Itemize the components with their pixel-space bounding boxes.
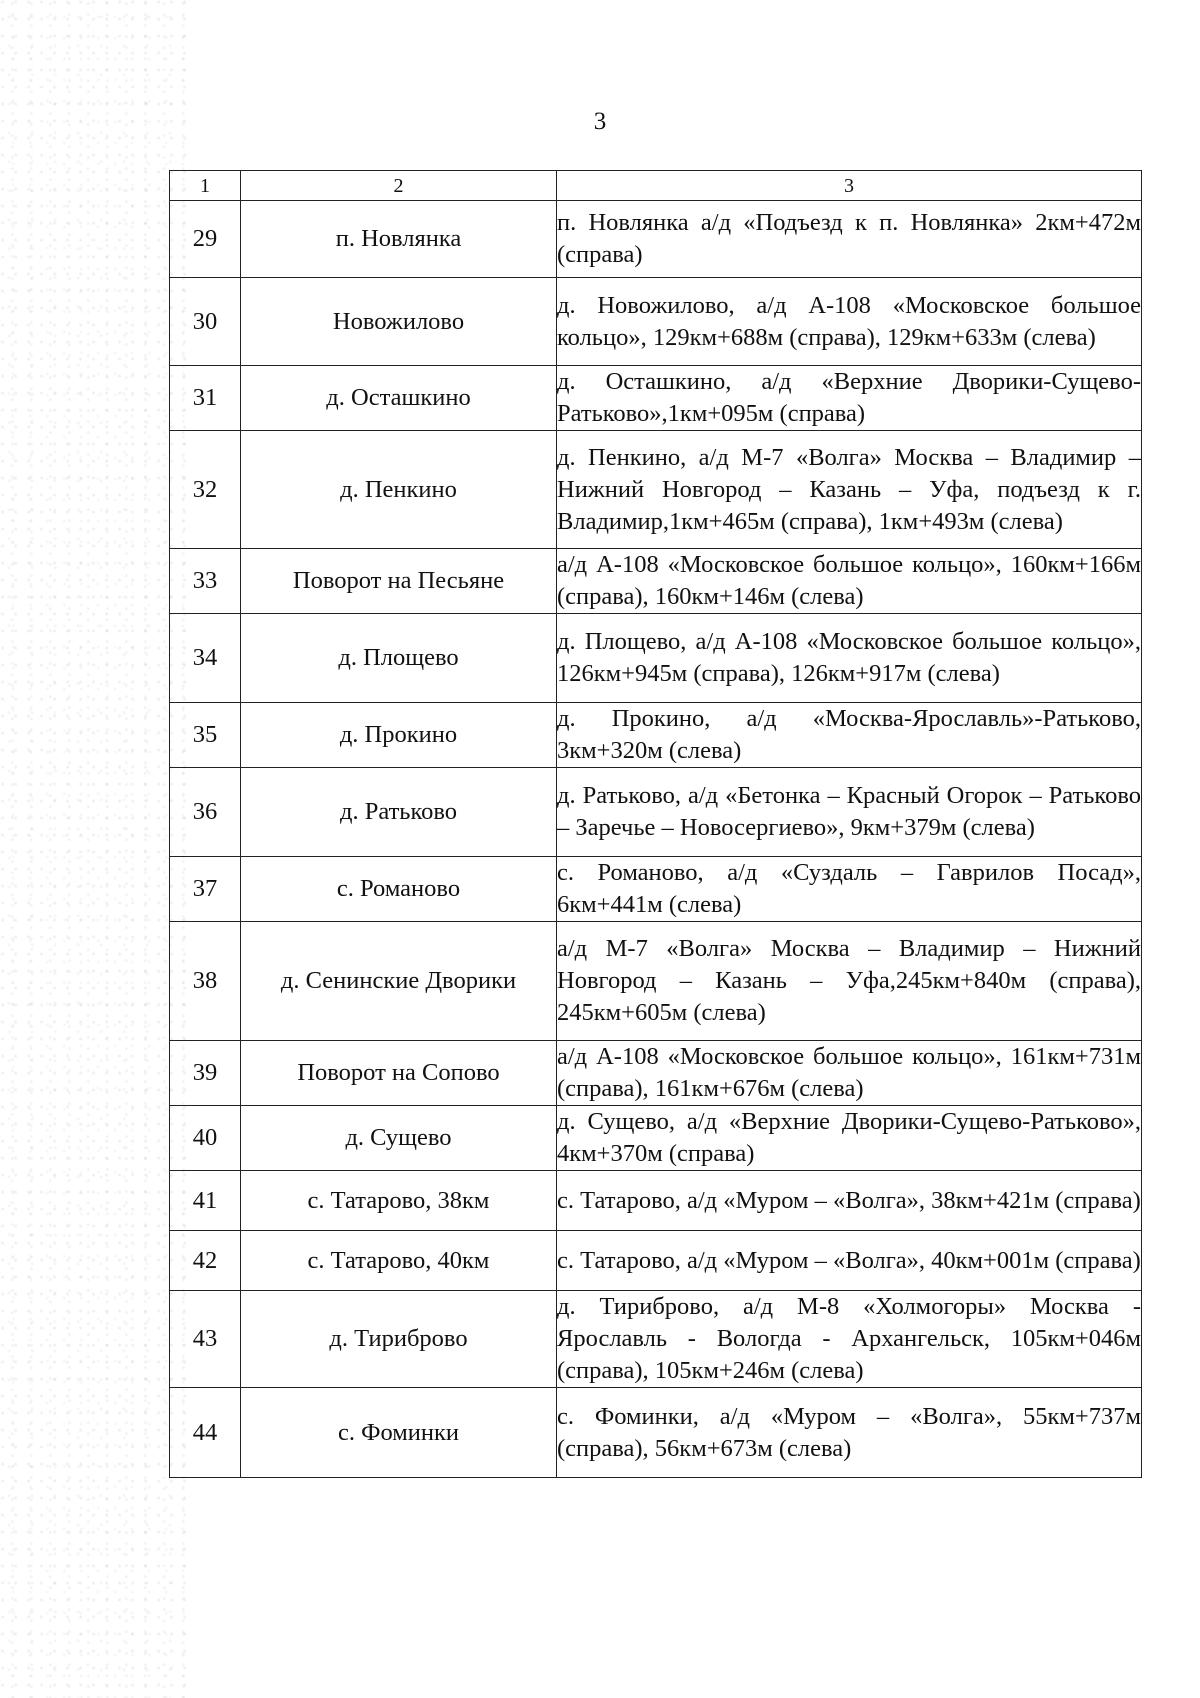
row-name: п. Новлянка xyxy=(241,201,557,278)
table-row xyxy=(170,1291,1142,1388)
row-number: 32 xyxy=(170,431,241,549)
row-description: а/д А-108 «Московское большое кольцо», 160км+166м (справа), 160км+146м (слева) xyxy=(557,549,1142,614)
row-description: д. Ратьково, а/д «Бетонка – Красный Огорок – Ратьково – Заречье – Новосергиево», 9км+379м (слева) xyxy=(557,768,1142,857)
row-description: д. Площево, а/д А-108 «Московское большое кольцо», 126км+945м (справа), 126км+917м (слева) xyxy=(557,614,1142,703)
row-description: с. Татарово, а/д «Муром – «Волга», 40км+001м (справа) xyxy=(557,1231,1142,1291)
row-name: д. Тириброво xyxy=(241,1291,557,1388)
table-body xyxy=(170,171,1142,1478)
table-row xyxy=(170,201,1142,278)
table-row xyxy=(170,1231,1142,1291)
row-description: с. Фоминки, а/д «Муром – «Волга», 55км+737м (справа), 56км+673м (слева) xyxy=(557,1388,1142,1478)
row-description: д. Сущево, а/д «Верхние Дворики-Сущево-Ратьково», 4км+370м (справа) xyxy=(557,1106,1142,1171)
row-name: д. Площево xyxy=(241,614,557,703)
row-number: 44 xyxy=(170,1388,241,1478)
row-description: с. Романово, а/д «Суздаль – Гаврилов Посад», 6км+441м (слева) xyxy=(557,857,1142,922)
table-row xyxy=(170,922,1142,1041)
header-cell-2: 2 xyxy=(241,171,557,201)
page-number: 3 xyxy=(593,108,607,135)
row-name: Поворот на Песьяне xyxy=(241,549,557,614)
row-name: д. Осташкино xyxy=(241,366,557,431)
row-number: 41 xyxy=(170,1171,241,1231)
header-cell-1: 1 xyxy=(170,171,241,201)
row-name: с. Романово xyxy=(241,857,557,922)
table-row xyxy=(170,1106,1142,1171)
row-number: 42 xyxy=(170,1231,241,1291)
row-number: 31 xyxy=(170,366,241,431)
row-name: д. Прокино xyxy=(241,703,557,768)
table-row xyxy=(170,366,1142,431)
row-number: 29 xyxy=(170,201,241,278)
row-number: 39 xyxy=(170,1041,241,1106)
row-number: 43 xyxy=(170,1291,241,1388)
row-description: а/д А-108 «Московское большое кольцо», 161км+731м (справа), 161км+676м (слева) xyxy=(557,1041,1142,1106)
row-description: п. Новлянка а/д «Подъезд к п. Новлянка» 2км+472м (справа) xyxy=(557,201,1142,278)
row-number: 38 xyxy=(170,922,241,1041)
row-number: 36 xyxy=(170,768,241,857)
header-cell-3: 3 xyxy=(557,171,1142,201)
row-name: д. Сенинские Дворики xyxy=(241,922,557,1041)
table-row xyxy=(170,857,1142,922)
row-name: д. Пенкино xyxy=(241,431,557,549)
table-row xyxy=(170,278,1142,366)
row-description: а/д М-7 «Волга» Москва – Владимир – Нижний Новгород – Казань – Уфа,245км+840м (справа), 245км+605м (слева) xyxy=(557,922,1142,1041)
row-number: 33 xyxy=(170,549,241,614)
table-row xyxy=(170,549,1142,614)
table-row xyxy=(170,1171,1142,1231)
row-name: Поворот на Сопово xyxy=(241,1041,557,1106)
row-number: 40 xyxy=(170,1106,241,1171)
scan-edge-noise xyxy=(0,0,190,1698)
row-description: д. Тириброво, а/д М-8 «Холмогоры» Москва - Ярославль - Вологда - Архангельск, 105км+046м (справа), 105км+246м (слева) xyxy=(557,1291,1142,1388)
row-name: с. Татарово, 40км xyxy=(241,1231,557,1291)
table-header-row xyxy=(170,171,1142,201)
row-number: 37 xyxy=(170,857,241,922)
row-description: с. Татарово, а/д «Муром – «Волга», 38км+421м (справа) xyxy=(557,1171,1142,1231)
table-row xyxy=(170,1388,1142,1478)
row-name: с. Татарово, 38км xyxy=(241,1171,557,1231)
stops-table xyxy=(169,170,1142,1478)
table-row xyxy=(170,431,1142,549)
row-name: Новожилово xyxy=(241,278,557,366)
row-number: 30 xyxy=(170,278,241,366)
row-number: 35 xyxy=(170,703,241,768)
table-row xyxy=(170,1041,1142,1106)
table-row xyxy=(170,768,1142,857)
row-name: д. Ратьково xyxy=(241,768,557,857)
row-name: д. Сущево xyxy=(241,1106,557,1171)
row-description: д. Пенкино, а/д М-7 «Волга» Москва – Владимир – Нижний Новгород – Казань – Уфа, подъезд к г. Владимир,1км+465м (справа), 1км+493м (слева) xyxy=(557,431,1142,549)
row-description: д. Новожилово, а/д А-108 «Московское большое кольцо», 129км+688м (справа), 129км+633м (слева) xyxy=(557,278,1142,366)
row-name: с. Фоминки xyxy=(241,1388,557,1478)
row-number: 34 xyxy=(170,614,241,703)
table-row xyxy=(170,614,1142,703)
row-description: д. Прокино, а/д «Москва-Ярославль»-Ратьково, 3км+320м (слева) xyxy=(557,703,1142,768)
row-description: д. Осташкино, а/д «Верхние Дворики-Сущево-Ратьково»,1км+095м (справа) xyxy=(557,366,1142,431)
table-row xyxy=(170,703,1142,768)
